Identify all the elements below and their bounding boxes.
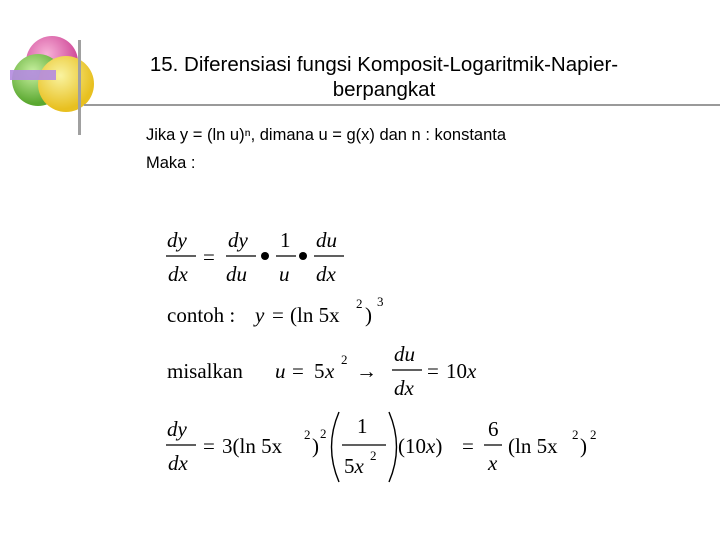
chain-rule-formula [166,228,344,286]
equals-sign: = [272,303,284,327]
statement-line: Jika y = (ln u)ⁿ, dimana u = g(x) dan n : konstanta [146,126,507,144]
result-formula [166,412,597,482]
exponent: 2 [572,427,579,442]
exponent: 2 [304,427,311,442]
frac-num: 1 [357,414,368,438]
ten-x-paren: (10x) [398,434,443,458]
exponent: 3 [377,294,384,309]
substitution-formula [167,342,477,400]
ten-x: 10x [446,359,477,383]
var-y: y [255,303,265,327]
var-u: u [275,359,286,383]
frac-den: dx [168,451,188,475]
frac-num: du [394,342,415,366]
frac-den: x [488,451,498,475]
frac-den: u [279,262,290,286]
exponent: 2 [341,352,348,367]
frac-num: dy [228,228,248,252]
maka-line: Maka : [146,154,196,172]
title-line-1: 15. Diferensiasi fungsi Komposit-Logaritmik-Napier- [149,53,619,76]
equals-sign: = [203,245,215,269]
exponent: 2 [356,296,363,311]
frac-den: du [226,262,247,286]
arrow-icon: → [356,359,377,383]
equals-sign: = [292,359,304,383]
coef: 5 [314,359,325,383]
equals-sign: = [203,434,215,458]
exponent: 2 [370,448,377,463]
contoh-label: contoh : [167,303,236,327]
frac-num: 6 [488,417,499,441]
exponent: 2 [590,427,597,442]
frac-den: dx [316,262,336,286]
frac-den: dx [168,262,188,286]
ln-term: (ln 5x [290,303,340,327]
close-paren: ) [365,303,372,327]
ln-term: (ln 5x [508,434,558,458]
equals-sign: = [427,359,439,383]
frac-den: dx [394,376,414,400]
title-line-2: berpangkat [332,78,436,101]
example-formula [167,294,384,327]
close-paren: ) [312,434,319,458]
exponent: 2 [320,426,327,441]
close-paren: ) [580,434,587,458]
frac-num: 1 [280,228,291,252]
frac-num: dy [167,417,187,441]
frac-num: dy [167,228,187,252]
var-x: x [325,359,335,383]
ln-term: 3(ln 5x [222,434,283,458]
equals-sign: = [462,434,474,458]
frac-num: du [316,228,337,252]
misalkan-label: misalkan [167,359,243,383]
frac-den: 5x [344,454,364,478]
